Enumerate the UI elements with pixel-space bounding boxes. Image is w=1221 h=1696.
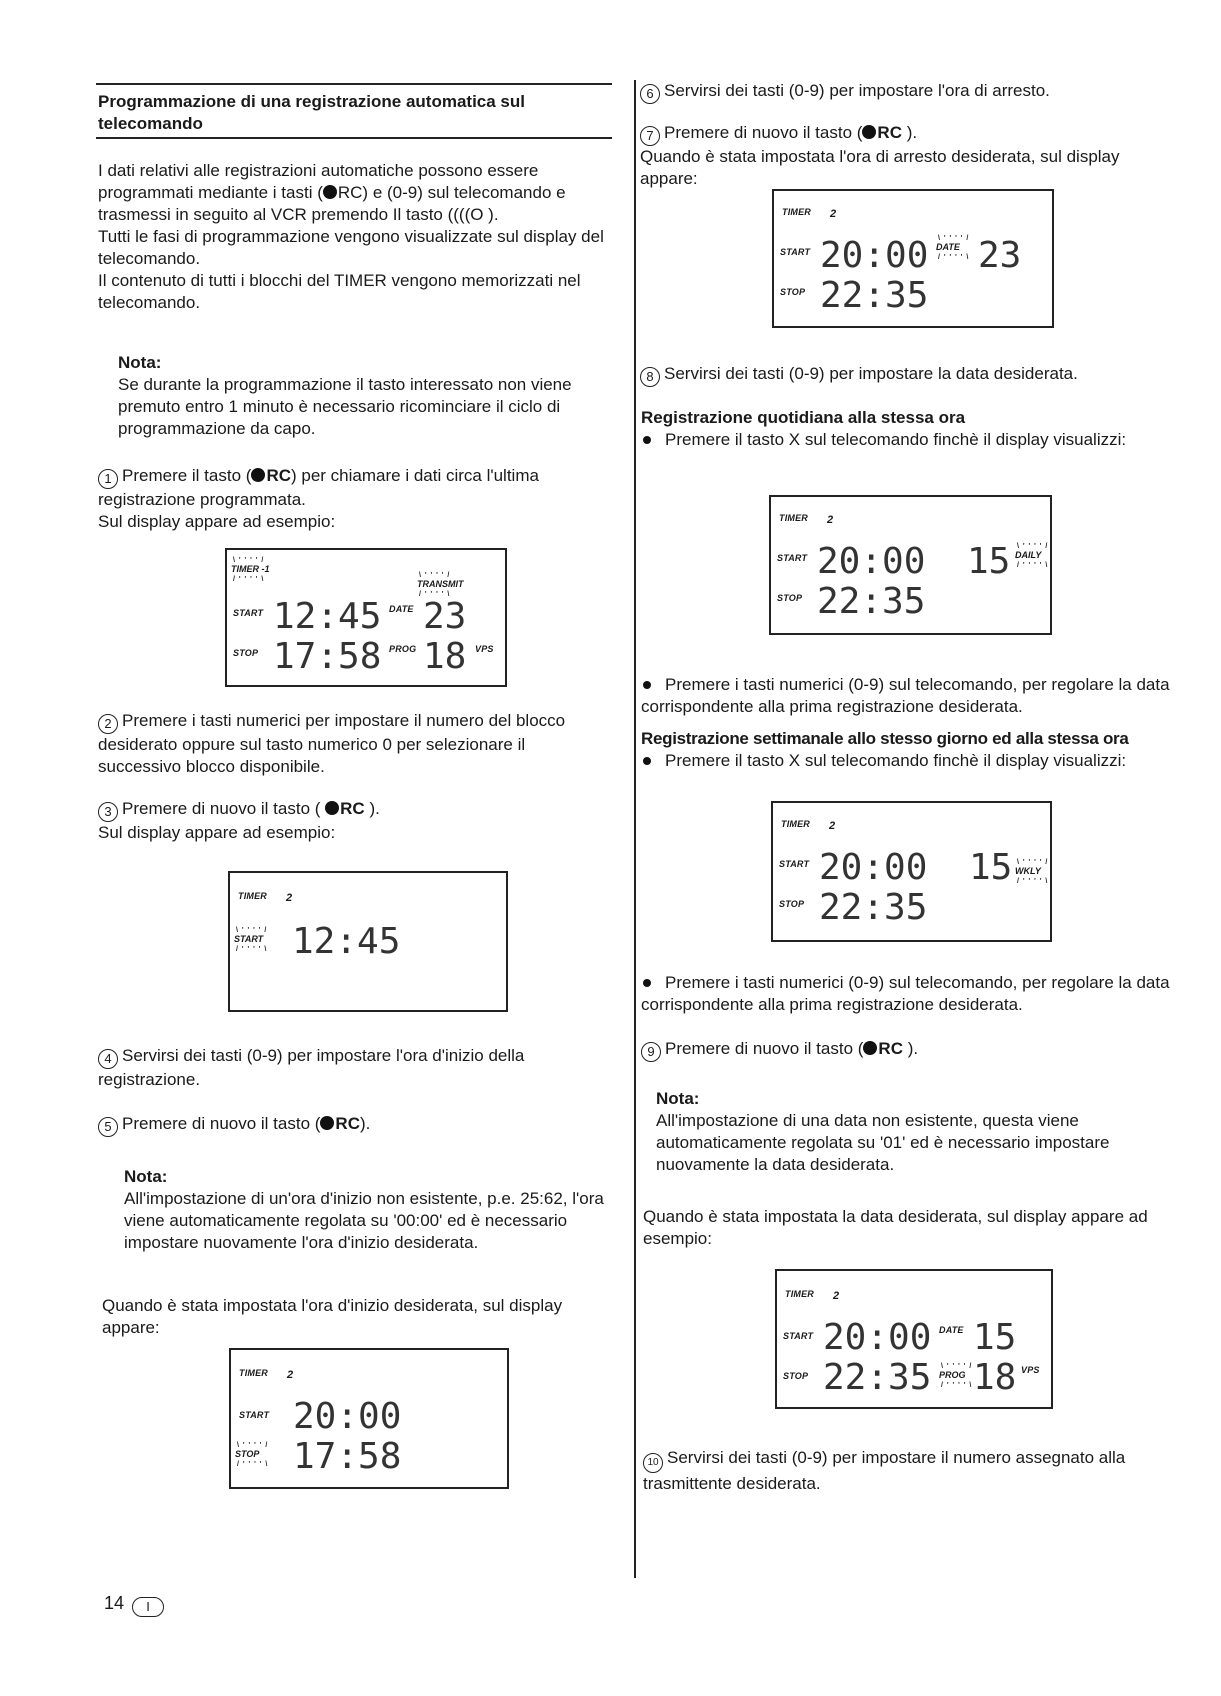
lcd-digits: 22:35 [819, 887, 928, 928]
lcd-label: DATE [939, 1325, 964, 1335]
text [98, 1113, 608, 1137]
step-1 [98, 465, 608, 533]
lcd-digits: 20:00 [819, 847, 928, 888]
text: Servirsi dei tasti (0-9) per impostare il numero assegnato alla trasmittente desiderata. [643, 1448, 1126, 1493]
text [640, 363, 1160, 387]
note-2 [124, 1166, 608, 1254]
text: Nota: [656, 1089, 700, 1108]
lcd-label: START [777, 553, 808, 563]
lcd-label: TIMER [779, 513, 808, 523]
lcd-digits: 18 [973, 1357, 1017, 1398]
lcd-label: TIMER [781, 819, 810, 829]
text: Se durante la programmazione il tasto interessato non viene premuto entro 1 minuto è necessario ricominciare il ciclo di programmazione da capo. [118, 375, 572, 438]
text: Premere il tasto ( [122, 466, 252, 485]
lcd-digits: 20:00 [817, 541, 926, 582]
text: Sul display appare ad esempio: [98, 823, 336, 842]
lcd-label: \ ' ' ' ' / TRANSMIT / ' ' ' ' \ [417, 580, 464, 589]
text: ). [902, 1039, 919, 1058]
lcd-label: TIMER [785, 1289, 814, 1299]
lcd-label: STOP [233, 648, 259, 658]
text: Premere di nuovo il tasto ( [122, 799, 326, 818]
text: ). [901, 123, 918, 142]
text: RC [340, 799, 365, 818]
step-number-icon: 6 [640, 84, 660, 104]
column-divider [634, 80, 636, 1578]
bullet-icon [643, 757, 651, 765]
step-3 [98, 798, 608, 844]
text: ). [359, 1114, 371, 1133]
lcd-label: DATE [389, 604, 414, 614]
text [640, 80, 1160, 104]
lcd-label: STOP [780, 287, 806, 297]
text: ). [364, 799, 380, 818]
text [98, 160, 608, 226]
lcd-label: \ ' ' ' ' / STOP / ' ' ' ' \ [235, 1450, 259, 1459]
step-number-icon: 9 [641, 1042, 661, 1062]
text: Servirsi dei tasti (0-9) per impostare l'ora d'inizio della registrazione. [98, 1046, 525, 1089]
note-1 [118, 352, 608, 440]
text [98, 710, 608, 778]
text: Premere i tasti numerici per impostare il numero del blocco desiderato oppure sul tasto numerico 0 per selezionare il successivo blocco disponibile. [98, 711, 566, 776]
text: Tutti le fasi di programmazione vengono visualizzate sul display del telecomando. [98, 227, 604, 268]
daily-bullet-1 [641, 429, 1181, 451]
text [643, 1447, 1163, 1495]
step-number-icon: 3 [98, 802, 118, 822]
text: Premere di nuovo il tasto ( [664, 123, 863, 142]
lcd-label: TIMER [238, 891, 267, 901]
lcd-label: 2 [829, 820, 836, 832]
lcd-label: \ ' ' ' ' / TIMER -1 / ' ' ' ' \ [231, 565, 270, 574]
lcd-label: START [233, 608, 264, 618]
text: Servirsi dei tasti (0-9) per impostare la data desiderata. [664, 364, 1078, 383]
lcd-display-6 [771, 801, 1052, 942]
lcd-display-5 [769, 495, 1052, 635]
step-number-icon: 5 [98, 1117, 118, 1137]
lcd-label: 2 [286, 892, 293, 904]
text [641, 1038, 1161, 1062]
lcd-digits: 15 [973, 1317, 1017, 1358]
lcd-label: VPS [1021, 1365, 1040, 1375]
step-7 [640, 122, 1160, 190]
after-start-text: Quando è stata impostata l'ora d'inizio desiderata, sul display appare: [102, 1296, 563, 1337]
rc-icon [323, 185, 337, 199]
language-badge: I [132, 1597, 164, 1617]
step-4 [98, 1045, 608, 1091]
divider [96, 137, 612, 139]
step-10 [643, 1447, 1163, 1495]
bullet-icon [643, 979, 651, 987]
lcd-digits: 22:35 [817, 581, 926, 622]
page-number [104, 1592, 164, 1617]
step-9 [641, 1038, 1161, 1062]
lcd-digits: 17:58 [293, 1436, 402, 1477]
lcd-digits: 22:35 [823, 1357, 932, 1398]
step-number-icon: 1 [98, 469, 118, 489]
lcd-digits: 20:00 [820, 235, 929, 276]
lcd-digits: 20:00 [823, 1317, 932, 1358]
after-date-text: Quando è stata impostata la data desiderata, sul display appare ad esempio: [643, 1207, 1148, 1248]
lcd-label: \ ' ' ' ' / WKLY / ' ' ' ' \ [1015, 867, 1041, 876]
text: Premere il tasto X sul telecomando finchè il display visualizzi: [665, 751, 1127, 770]
lcd-label: STOP [777, 593, 803, 603]
lcd-label: \ ' ' ' ' / DAILY / ' ' ' ' \ [1015, 551, 1041, 560]
lcd-label: PROG [389, 644, 417, 654]
daily-heading: Registrazione quotidiana alla stessa ora [641, 408, 966, 427]
step-8 [640, 363, 1160, 387]
text: RC) e (0-9) sul telecomando e trasmessi in seguito al VCR premendo Il tasto ((((O ). [98, 183, 566, 224]
weekly-bullet-1 [641, 750, 1181, 772]
rc-icon [320, 1116, 334, 1130]
text: RC [878, 1039, 903, 1058]
rc-icon [863, 1041, 877, 1055]
text: Quando è stata impostata l'ora di arresto desiderata, sul display appare: [640, 147, 1120, 188]
intro-text [98, 160, 608, 314]
lcd-label: 2 [833, 1290, 840, 1302]
note-3 [656, 1088, 1156, 1176]
rc-icon [325, 801, 339, 815]
lcd-label: 2 [827, 514, 834, 526]
lcd-digits: 23 [978, 235, 1022, 276]
step-number-icon: 4 [98, 1049, 118, 1069]
lcd-digits: 12:45 [273, 596, 382, 637]
text: Nota: [124, 1167, 168, 1186]
section-heading: Programmazione di una registrazione automatica sul telecomando [98, 92, 525, 133]
lcd-label: START [780, 247, 811, 257]
lcd-label: \ ' ' ' ' / START / ' ' ' ' \ [234, 935, 263, 944]
step-number-icon: 2 [98, 714, 118, 734]
lcd-display-3 [229, 1348, 509, 1489]
lcd-label: TIMER [782, 207, 811, 217]
lcd-label: STOP [783, 1371, 809, 1381]
text: Il contenuto di tutti i blocchi del TIMER vengono memorizzati nel telecomando. [98, 271, 581, 312]
lcd-display-2 [228, 871, 508, 1012]
lcd-label: TIMER [239, 1368, 268, 1378]
lcd-digits: 18 [423, 636, 467, 677]
divider [96, 83, 612, 85]
text: ) per chiamare i dati circa l'ultima registrazione programmata. [98, 466, 539, 509]
step-2 [98, 710, 608, 778]
text: Premere il tasto X sul telecomando finchè il display visualizzi: [665, 430, 1127, 449]
lcd-label: \ ' ' ' ' / DATE / ' ' ' ' \ [936, 243, 960, 252]
daily-bullet-2 [641, 674, 1181, 718]
rc-icon [251, 468, 265, 482]
step-5 [98, 1113, 608, 1137]
lcd-digits: 23 [423, 596, 467, 637]
lcd-digits: 12:45 [292, 921, 401, 962]
text: Premere i tasti numerici (0-9) sul telecomando, per regolare la data corrispondente alla prima registrazione desiderata. [641, 675, 1170, 716]
lcd-label: START [239, 1410, 270, 1420]
step-number-icon: 7 [640, 126, 660, 146]
lcd-label: START [779, 859, 810, 869]
weekly-heading: Registrazione settimanale allo stesso giorno ed alla stessa ora [641, 729, 1129, 748]
text: All'impostazione di un'ora d'inizio non esistente, p.e. 25:62, l'ora viene automaticamente regolata su '00:00' ed è necessario impostare nuovamente l'ora d'inizio desiderata. [124, 1189, 604, 1252]
text: Sul display appare ad esempio: [98, 512, 336, 531]
step-number-icon: 10 [643, 1453, 663, 1473]
text: Nota: [118, 353, 162, 372]
lcd-display-1 [225, 548, 507, 687]
lcd-label: STOP [779, 899, 805, 909]
text: I dati relativi alle registrazioni automatiche possono essere programmati mediante i tasti ( [98, 161, 539, 202]
text [640, 122, 1160, 146]
lcd-label: \ ' ' ' ' / PROG / ' ' ' ' \ [939, 1371, 966, 1380]
text: Servirsi dei tasti (0-9) per impostare l'ora di arresto. [664, 81, 1050, 100]
lcd-digits: 20:00 [293, 1396, 402, 1437]
lcd-label: START [783, 1331, 814, 1341]
text: RC [266, 466, 291, 485]
lcd-label: 2 [830, 208, 837, 220]
lcd-digits: 15 [969, 847, 1013, 888]
lcd-display-7 [775, 1269, 1053, 1409]
lcd-digits: 15 [967, 541, 1011, 582]
lcd-digits: 17:58 [273, 636, 382, 677]
text: Premere di nuovo il tasto ( [122, 1114, 321, 1133]
lcd-digits: 22:35 [820, 275, 929, 316]
text: RC [335, 1114, 360, 1133]
lcd-display-4 [772, 189, 1054, 328]
text: Premere i tasti numerici (0-9) sul telecomando, per regolare la data corrispondente alla prima registrazione desiderata. [641, 973, 1170, 1014]
lcd-label: 2 [287, 1369, 294, 1381]
text: All'impostazione di una data non esistente, questa viene automaticamente regolata su '01' ed è necessario impostare nuovamente la data desiderata. [656, 1111, 1110, 1174]
bullet-icon [643, 681, 651, 689]
text [98, 465, 608, 511]
text: 14 [104, 1593, 125, 1613]
weekly-bullet-2 [641, 972, 1181, 1016]
text: RC [877, 123, 902, 142]
text: Premere di nuovo il tasto ( [665, 1039, 864, 1058]
text [98, 1045, 608, 1091]
step-6 [640, 80, 1160, 104]
text [98, 798, 608, 822]
lcd-label: VPS [475, 644, 494, 654]
step-number-icon: 8 [640, 367, 660, 387]
rc-icon [862, 125, 876, 139]
bullet-icon [643, 436, 651, 444]
